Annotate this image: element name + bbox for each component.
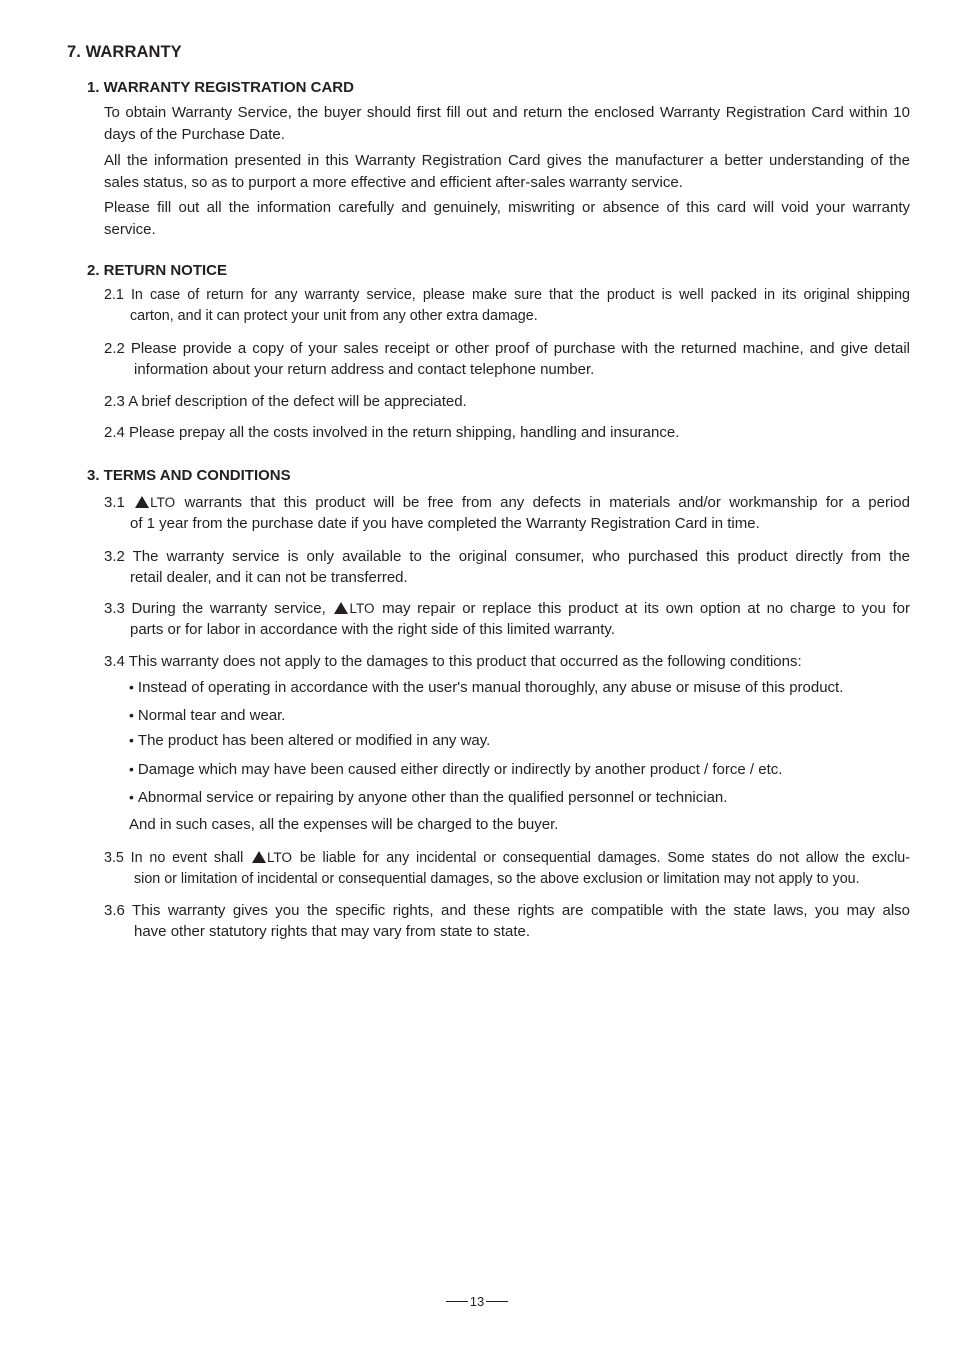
terms-item-3-2-line1: 3.2 The warranty service is only available to the original consumer, who purchased this product directly from the	[104, 548, 910, 565]
terms-item-3-2-line2: retail dealer, and it can not be transferred.	[130, 569, 408, 586]
registration-heading: 1. WARRANTY REGISTRATION CARD	[87, 79, 354, 96]
terms-item-3-5-after: be liable for any incidental or consequential damages. Some states do not allow the exclu-	[299, 850, 910, 866]
return-item-2-3-line1: 2.3 A brief description of the defect will be appreciated.	[104, 393, 467, 410]
return-item-2-3	[104, 391, 910, 412]
return-item-2-4-line1: 2.4 Please prepay all the costs involved in the return shipping, handling and insurance.	[104, 424, 680, 441]
terms-item-3-5	[104, 847, 910, 890]
bullet-icon: •	[129, 732, 134, 748]
return-item-2-2-line1: 2.2 Please provide a copy of your sales receipt or other proof of purchase with the returned machine, and give detail	[104, 340, 910, 357]
alto-logo	[252, 847, 292, 869]
terms-item-3-1-prefix: 3.1	[104, 494, 125, 511]
return-item-2-4	[104, 422, 910, 443]
registration-paragraph-3: Please fill out all the information carefully and genuinely, miswriting or absence of this card will void your warranty service.	[104, 199, 910, 238]
footer-rule-left	[446, 1301, 468, 1302]
terms-item-3-1	[104, 492, 910, 534]
terms-bullet-1	[129, 677, 843, 698]
page-number: 13	[469, 1294, 485, 1309]
return-item-2-2	[104, 338, 910, 380]
return-item-2-1	[104, 285, 910, 327]
terms-item-3-6	[104, 900, 910, 942]
triangle-logo-icon	[135, 496, 149, 508]
terms-item-3-6-line1: 3.6 This warranty gives you the specific rights, and these rights are compatible with the state laws, you may also	[104, 902, 910, 919]
logo-text: LTO	[349, 601, 375, 616]
bullet-icon: •	[129, 707, 134, 723]
bullet-icon: •	[129, 789, 134, 805]
triangle-logo-icon	[334, 602, 348, 614]
terms-item-3-5-line1	[104, 847, 910, 869]
terms-item-3-3	[104, 598, 910, 640]
section-title: 7. WARRANTY	[67, 43, 182, 61]
footer-rule-right	[486, 1301, 508, 1302]
terms-item-3-5-line2: sion or limitation of incidental or consequential damages, so the above exclusion or limitation may not apply to you.	[134, 871, 860, 887]
bullet-text: Damage which may have been caused either directly or indirectly by another product / force / etc.	[137, 761, 783, 778]
registration-paragraph-2: All the information presented in this Warranty Registration Card gives the manufacturer a better understanding of the sales status, so as to purport a more effective and efficient after-sales warranty service.	[104, 152, 910, 191]
terms-bullet-5	[129, 787, 727, 808]
terms-item-3-1-line2: of 1 year from the purchase date if you have completed the Warranty Registration Card in time.	[130, 515, 760, 532]
registration-paragraph-1: To obtain Warranty Service, the buyer should first fill out and return the enclosed Warranty Registration Card within 10 days of the Purchase Date.	[104, 104, 910, 143]
terms-item-3-6-line2: have other statutory rights that may vary from state to state.	[134, 923, 531, 940]
return-item-2-1-line1: 2.1 In case of return for any warranty service, please make sure that the product is well packed in its original shipping	[104, 287, 910, 303]
terms-item-3-4-line1: 3.4 This warranty does not apply to the damages to this product that occurred as the following conditions:	[104, 653, 802, 670]
bullet-text: The product has been altered or modified in any way.	[137, 732, 491, 749]
terms-item-3-3-before: 3.3 During the warranty service,	[104, 600, 326, 617]
return-item-2-1-line2: carton, and it can protect your unit from any other extra damage.	[130, 308, 538, 324]
bullet-icon: •	[129, 761, 134, 777]
alto-logo	[334, 598, 374, 619]
terms-item-3-1-line1	[104, 492, 910, 513]
terms-item-3-3-line1	[104, 598, 910, 619]
bullet-icon: •	[129, 679, 134, 695]
page-footer	[0, 1294, 954, 1309]
terms-heading: 3. TERMS AND CONDITIONS	[87, 467, 291, 484]
terms-item-3-2	[104, 546, 910, 588]
bullet-text: Abnormal service or repairing by anyone other than the qualified personnel or technician.	[137, 789, 728, 806]
terms-item-3-3-line2: parts or for labor in accordance with the right side of this limited warranty.	[130, 621, 615, 638]
bullet-text: Normal tear and wear.	[137, 707, 286, 724]
logo-text: LTO	[267, 850, 293, 865]
return-item-2-2-line2: information about your return address and contact telephone number.	[134, 361, 595, 378]
return-notice-heading: 2. RETURN NOTICE	[87, 262, 228, 279]
terms-bullet-2	[129, 705, 285, 726]
terms-item-3-3-after: may repair or replace this product at its own option at no charge to you for	[382, 600, 911, 617]
terms-item-3-4-closing: And in such cases, all the expenses will be charged to the buyer.	[129, 816, 559, 833]
terms-item-3-5-before: 3.5 In no event shall	[104, 850, 244, 866]
terms-item-3-4	[104, 651, 910, 672]
triangle-logo-icon	[252, 851, 266, 863]
terms-bullet-4	[129, 759, 782, 780]
logo-text: LTO	[150, 495, 176, 510]
alto-logo	[135, 492, 175, 513]
terms-bullet-3	[129, 730, 490, 751]
terms-item-3-1-text: warrants that this product will be free from any defects in materials and/or workmanship for a period	[184, 494, 910, 511]
bullet-text: Instead of operating in accordance with the user's manual thoroughly, any abuse or misuse of this product.	[137, 679, 844, 696]
